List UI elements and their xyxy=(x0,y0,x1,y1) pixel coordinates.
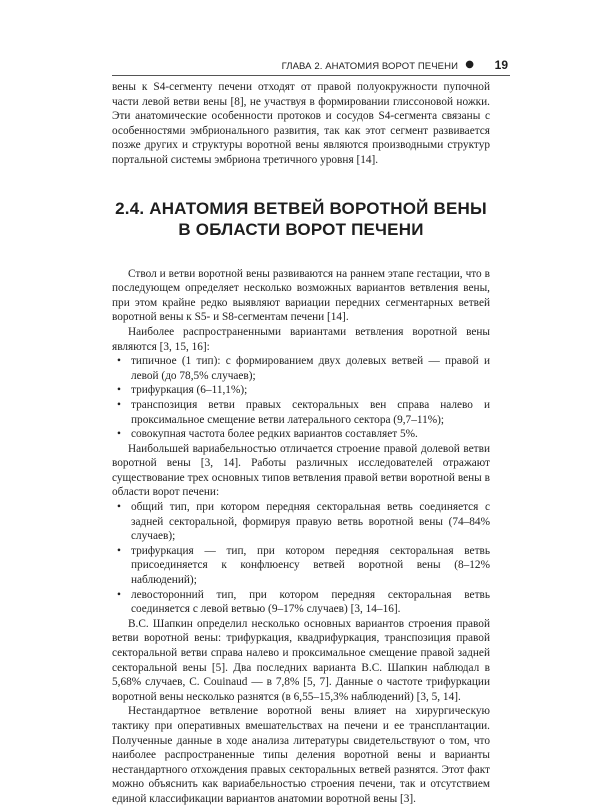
chapter-title: ГЛАВА 2. АНАТОМИЯ ВОРОТ ПЕЧЕНИ xyxy=(281,61,458,72)
list-item: • трифуркация (6–11,1%); xyxy=(112,383,490,398)
paragraph-3: Наибольшей вариабельностью отличается строение правой долевой ветви воротной вены [3, 14]. Работы различных исследователей отражают существование трех основных типов ветвления правой ветви воротной вены в области ворот печени: xyxy=(112,442,490,499)
page-number: 19 xyxy=(494,58,508,72)
list-item: • типичное (1 тип): с формированием двух долевых ветвей — правой и левой (до 78,5% случаев); xyxy=(112,354,490,383)
branching-types-list xyxy=(112,500,490,617)
page-body xyxy=(112,80,490,807)
list-item: • трифуркация — тип, при котором передняя секторальная ветвь присоединяется к конфлюенсу ветвей воротной вены (8–12% наблюдений); xyxy=(112,544,490,588)
paragraph-4: В.С. Шапкин определил несколько основных вариантов строения правой ветви воротной вены: трифуркация, квадрифуркация, транспозиция правой секторальной ветви справа налево и проксимальное смещение правой задней секторальной вены [5]. Два последних варианта В.С. Шапкин наблюдал в 5,68% случаев, C. Couinaud — в 7,8% [5, 7]. Данные о частоте трифуркации воротной вены несколько разнятся (в 6,55–15,3% наблюдений) [3, 5, 14]. xyxy=(112,617,490,703)
list-item: • транспозиция ветви правых секторальных вен справа налево и проксимальное смещение ветви латерального сектора (9,7–11%); xyxy=(112,398,490,427)
list-item: • совокупная частота более редких вариантов составляет 5%. xyxy=(112,427,490,442)
list-item: • общий тип, при котором передняя секторальная ветвь соединяется с задней секторальной, формируя правую ветвь воротной вены (74–84% случаев); xyxy=(112,500,490,544)
variants-list xyxy=(112,354,490,442)
header-separator-icon: ● xyxy=(465,59,474,70)
section-title xyxy=(112,198,490,240)
header-rule xyxy=(112,75,510,76)
paragraph-5: Нестандартное ветвление воротной вены влияет на хирургическую тактику при оперативных вмешательствах на печени и ее трансплантации. Полученные данные в ходе анализа литературы свидетельствуют о том, что наиболее распространенные типы деления воротной вены и варианты нестандартного отхождения правых секторальных ветвей разнятся. Этот факт можно объяснить как вариабельностью строения печени, так и отсутствием единой классификации вариантов анатомии воротной вены [3]. xyxy=(112,705,490,805)
intro-paragraph: вены к S4-сегменту печени отходят от правой полуокружности пупочной части левой ветви вены [8], не участвуя в формировании глиссоновой ножки. Эти анатомические особенности протоков и сосудов S4-сегмента связаны с особенностями эмбрионального развития, так как этот сегмент развивается позже других и структуры воротной вены являются производными структур портальной системы эмбриона третичного уровня [14]. xyxy=(112,81,490,166)
paragraph-2: Наиболее распространенными вариантами ветвления воротной вены являются [3, 15, 16]: xyxy=(112,325,490,353)
section-title-line-2: В ОБЛАСТИ ВОРОТ ПЕЧЕНИ xyxy=(178,219,424,239)
running-header xyxy=(112,58,510,76)
paragraph-1: Ствол и ветви воротной вены развиваются на раннем этапе гестации, что в последующем определяет несколько возможных вариантов ветвления вены, при этом крайне редко выявляют вариации передних сегментарных ветвей воротной вены к S5- и S8-сегментам печени [14]. xyxy=(112,267,490,324)
section-title-line-1: 2.4. АНАТОМИЯ ВЕТВЕЙ ВОРОТНОЙ ВЕНЫ xyxy=(115,198,487,218)
list-item: • левосторонний тип, при котором передняя секторальная ветвь соединяется с левой ветвью (9–17% случаев) [3, 14–16]. xyxy=(112,588,490,617)
